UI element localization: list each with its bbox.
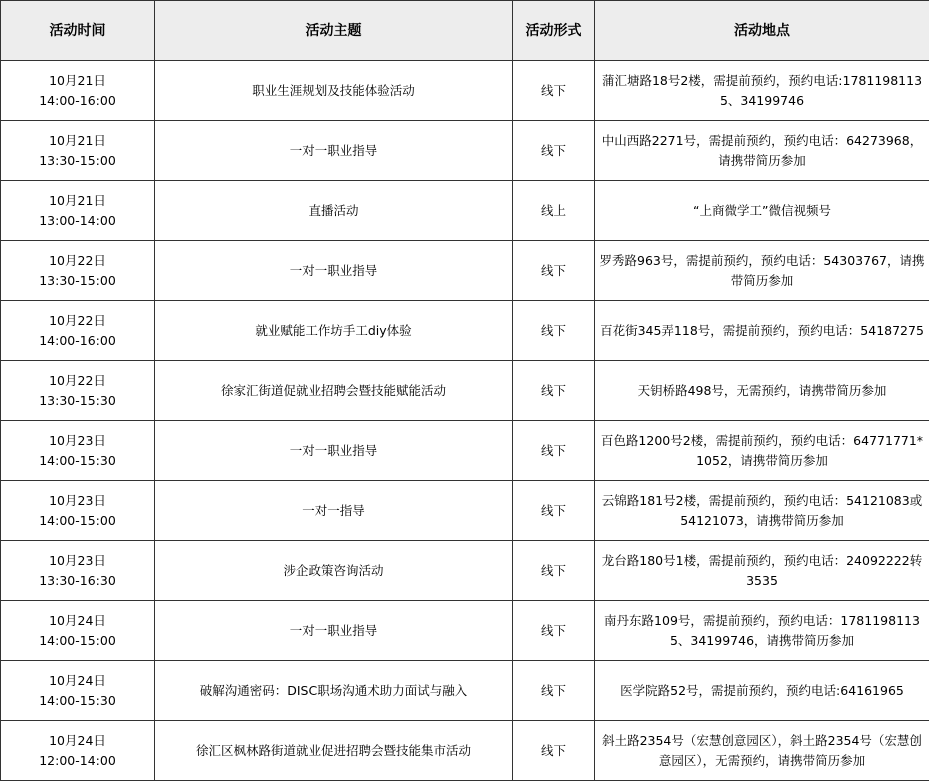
topic-cell: 涉企政策咨询活动 (155, 541, 513, 601)
time-text: 14:00-15:00 (39, 632, 116, 648)
format-cell: 线下 (513, 661, 595, 721)
table-row (1, 601, 929, 661)
location-cell: 罗秀路963号，需提前预约，预约电话：54303767，请携带简历参加 (595, 241, 929, 301)
date-text: 10月21日 (49, 192, 106, 208)
format-cell: 线下 (513, 361, 595, 421)
table-row (1, 241, 929, 301)
column-header-topic: 活动主题 (155, 1, 513, 61)
column-header-time: 活动时间 (1, 1, 155, 61)
location-cell: “上商微学工”微信视频号 (595, 181, 929, 241)
format-cell: 线下 (513, 481, 595, 541)
column-header-location: 活动地点 (595, 1, 929, 61)
table-row (1, 121, 929, 181)
header-row (1, 1, 929, 61)
table-row (1, 661, 929, 721)
time-text: 13:30-15:30 (39, 392, 116, 408)
location-cell: 南丹东路109号，需提前预约，预约电话：17811981135、34199746，请携带简历参加 (595, 601, 929, 661)
format-cell: 线上 (513, 181, 595, 241)
table-row (1, 181, 929, 241)
time-cell (1, 481, 155, 541)
topic-cell: 直播活动 (155, 181, 513, 241)
table-row (1, 301, 929, 361)
time-cell (1, 721, 155, 781)
date-text: 10月24日 (49, 612, 106, 628)
topic-cell: 一对一职业指导 (155, 421, 513, 481)
time-text: 13:00-14:00 (39, 212, 116, 228)
time-text: 13:30-16:30 (39, 572, 116, 588)
format-cell: 线下 (513, 241, 595, 301)
location-cell: 云锦路181号2楼，需提前预约，预约电话：54121083或54121073，请携带简历参加 (595, 481, 929, 541)
time-text: 14:00-15:30 (39, 452, 116, 468)
topic-cell: 就业赋能工作坊手工diy体验 (155, 301, 513, 361)
time-text: 14:00-15:30 (39, 692, 116, 708)
date-text: 10月22日 (49, 372, 106, 388)
date-text: 10月21日 (49, 132, 106, 148)
format-cell: 线下 (513, 61, 595, 121)
date-text: 10月23日 (49, 552, 106, 568)
topic-cell: 徐家汇街道促就业招聘会暨技能赋能活动 (155, 361, 513, 421)
topic-cell: 徐汇区枫林路街道就业促进招聘会暨技能集市活动 (155, 721, 513, 781)
date-text: 10月21日 (49, 72, 106, 88)
location-cell: 百花街345弄118号，需提前预约，预约电话：54187275 (595, 301, 929, 361)
table-body (1, 61, 929, 781)
time-text: 12:00-14:00 (39, 752, 116, 768)
date-text: 10月22日 (49, 252, 106, 268)
time-cell (1, 541, 155, 601)
table-row (1, 61, 929, 121)
format-cell: 线下 (513, 601, 595, 661)
location-cell: 斜土路2354号（宏慧创意园区），斜土路2354号（宏慧创意园区），无需预约，请携带简历参加 (595, 721, 929, 781)
format-cell: 线下 (513, 301, 595, 361)
format-cell: 线下 (513, 421, 595, 481)
location-cell: 蒲汇塘路18号2楼，需提前预约，预约电话:17811981135、34199746 (595, 61, 929, 121)
table-row (1, 481, 929, 541)
time-cell (1, 121, 155, 181)
table-row (1, 541, 929, 601)
table-row (1, 361, 929, 421)
table-header (1, 1, 929, 61)
format-cell: 线下 (513, 721, 595, 781)
location-cell: 龙台路180号1楼，需提前预约，预约电话：24092222转3535 (595, 541, 929, 601)
time-cell (1, 241, 155, 301)
topic-cell: 一对一职业指导 (155, 241, 513, 301)
location-cell: 百色路1200号2楼，需提前预约，预约电话：64771771*1052，请携带简历参加 (595, 421, 929, 481)
date-text: 10月24日 (49, 732, 106, 748)
time-cell (1, 661, 155, 721)
topic-cell: 破解沟通密码：DISC职场沟通术助力面试与融入 (155, 661, 513, 721)
topic-cell: 职业生涯规划及技能体验活动 (155, 61, 513, 121)
time-cell (1, 421, 155, 481)
date-text: 10月23日 (49, 432, 106, 448)
time-text: 13:30-15:00 (39, 152, 116, 168)
location-cell: 天钥桥路498号，无需预约，请携带简历参加 (595, 361, 929, 421)
time-text: 14:00-16:00 (39, 332, 116, 348)
time-cell (1, 301, 155, 361)
topic-cell: 一对一指导 (155, 481, 513, 541)
topic-cell: 一对一职业指导 (155, 121, 513, 181)
topic-cell: 一对一职业指导 (155, 601, 513, 661)
time-cell (1, 181, 155, 241)
format-cell: 线下 (513, 541, 595, 601)
time-cell (1, 361, 155, 421)
date-text: 10月23日 (49, 492, 106, 508)
location-cell: 中山西路2271号，需提前预约，预约电话：64273968，请携带简历参加 (595, 121, 929, 181)
table-row (1, 721, 929, 781)
time-text: 14:00-16:00 (39, 92, 116, 108)
date-text: 10月22日 (49, 312, 106, 328)
time-text: 13:30-15:00 (39, 272, 116, 288)
date-text: 10月24日 (49, 672, 106, 688)
time-text: 14:00-15:00 (39, 512, 116, 528)
table-row (1, 421, 929, 481)
time-cell (1, 601, 155, 661)
column-header-format: 活动形式 (513, 1, 595, 61)
time-cell (1, 61, 155, 121)
format-cell: 线下 (513, 121, 595, 181)
location-cell: 医学院路52号，需提前预约，预约电话:64161965 (595, 661, 929, 721)
